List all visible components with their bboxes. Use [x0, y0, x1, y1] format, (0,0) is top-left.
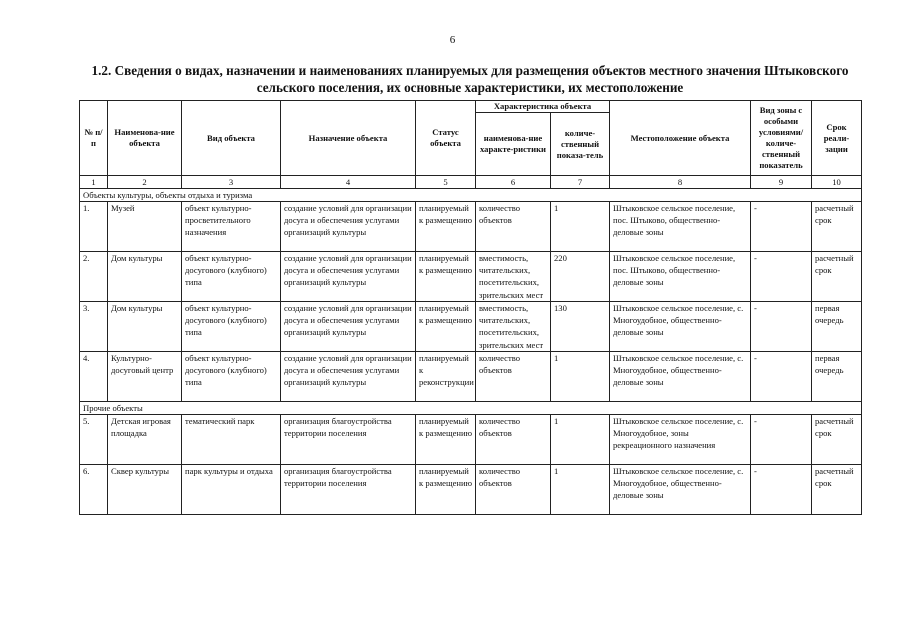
column-number: 6	[476, 176, 551, 189]
cell-char-value: 130	[551, 302, 610, 352]
cell-purpose: создание условий для организации досуга и обеспечения услугами организаций культуры	[281, 302, 416, 352]
cell-name: Сквер культуры	[108, 465, 182, 515]
cell-num: 6.	[80, 465, 108, 515]
cell-name: Дом культуры	[108, 302, 182, 352]
cell-term: первая очередь	[812, 302, 862, 352]
table-row	[80, 415, 862, 465]
cell-kind: объект культурно-досугового (клубного) типа	[182, 352, 281, 402]
cell-kind: парк культуры и отдыха	[182, 465, 281, 515]
cell-zone: -	[751, 465, 812, 515]
cell-char-value: 1	[551, 202, 610, 252]
cell-char-name: количество объектов	[476, 202, 551, 252]
cell-term: расчетный срок	[812, 202, 862, 252]
cell-zone: -	[751, 352, 812, 402]
table-row	[80, 202, 862, 252]
table-row	[80, 252, 862, 302]
cell-status: планируемый к реконструкции	[416, 352, 476, 402]
cell-char-value: 1	[551, 352, 610, 402]
cell-char-value: 1	[551, 465, 610, 515]
header-char-name: наименова-ние характе-ристики	[476, 113, 551, 176]
cell-term: расчетный срок	[812, 415, 862, 465]
cell-kind: тематический парк	[182, 415, 281, 465]
header-name: Наименова-ние объекта	[108, 101, 182, 176]
cell-purpose: организация благоустройства территории поселения	[281, 415, 416, 465]
cell-name: Детская игровая площадка	[108, 415, 182, 465]
header-characteristics-group: Характеристика объекта	[476, 101, 610, 113]
cell-term: первая очередь	[812, 352, 862, 402]
cell-name: Культурно-досуговый центр	[108, 352, 182, 402]
cell-location: Штыковское сельское поселение, пос. Штыково, общественно-деловые зоны	[610, 252, 751, 302]
section-title: Объекты культуры, объекты отдыха и туризма	[80, 189, 862, 202]
cell-location: Штыковское сельское поселение, пос. Штыково, общественно-деловые зоны	[610, 202, 751, 252]
header-purpose: Назначение объекта	[281, 101, 416, 176]
cell-status: планируемый к размещению	[416, 415, 476, 465]
cell-num: 5.	[80, 415, 108, 465]
cell-name: Дом культуры	[108, 252, 182, 302]
header-char-value: количе-ственный показа-тель	[551, 113, 610, 176]
column-number: 3	[182, 176, 281, 189]
column-number: 10	[812, 176, 862, 189]
cell-kind: объект культурно-досугового (клубного) типа	[182, 252, 281, 302]
cell-name: Музей	[108, 202, 182, 252]
cell-char-name: вместимость, читательских, посетительских, зрительских мест	[476, 302, 551, 352]
table-row	[80, 302, 862, 352]
column-numbers-row	[80, 176, 862, 189]
cell-term: расчетный срок	[812, 465, 862, 515]
cell-char-name: количество объектов	[476, 465, 551, 515]
cell-num: 4.	[80, 352, 108, 402]
section-title: Прочие объекты	[80, 402, 862, 415]
cell-char-name: количество объектов	[476, 415, 551, 465]
cell-char-value: 1	[551, 415, 610, 465]
cell-num: 1.	[80, 202, 108, 252]
cell-num: 3.	[80, 302, 108, 352]
cell-zone: -	[751, 202, 812, 252]
objects-table	[79, 100, 862, 515]
cell-status: планируемый к размещению	[416, 465, 476, 515]
header-term: Срок реали-зации	[812, 101, 862, 176]
cell-kind: объект культурно-досугового (клубного) типа	[182, 302, 281, 352]
cell-char-name: количество объектов	[476, 352, 551, 402]
table-row	[80, 352, 862, 402]
cell-purpose: создание условий для организации досуга и обеспечения услугами организаций культуры	[281, 352, 416, 402]
cell-purpose: создание условий для организации досуга и обеспечения услугами организаций культуры	[281, 202, 416, 252]
header-location: Местоположение объекта	[610, 101, 751, 176]
column-number: 9	[751, 176, 812, 189]
cell-status: планируемый к размещению	[416, 252, 476, 302]
column-number: 1	[80, 176, 108, 189]
page-number: 6	[449, 34, 456, 46]
cell-location: Штыковское сельское поселение, с. Многоудобное, общественно-деловые зоны	[610, 302, 751, 352]
cell-location: Штыковское сельское поселение, с. Многоудобное, зоны рекреационного назначения	[610, 415, 751, 465]
cell-location: Штыковское сельское поселение, с. Многоудобное, общественно-деловые зоны	[610, 465, 751, 515]
header-kind: Вид объекта	[182, 101, 281, 176]
cell-char-value: 220	[551, 252, 610, 302]
cell-status: планируемый к размещению	[416, 302, 476, 352]
column-number: 4	[281, 176, 416, 189]
column-number: 7	[551, 176, 610, 189]
cell-num: 2.	[80, 252, 108, 302]
column-number: 2	[108, 176, 182, 189]
header-zone: Вид зоны с особыми условиями/ количе-ственный показатель	[751, 101, 812, 176]
column-number: 5	[416, 176, 476, 189]
objects-table-container	[79, 100, 862, 515]
column-number: 8	[610, 176, 751, 189]
header-status: Статус объекта	[416, 101, 476, 176]
section-header-row	[80, 402, 862, 415]
header-num: № п/п	[80, 101, 108, 176]
cell-status: планируемый к размещению	[416, 202, 476, 252]
cell-zone: -	[751, 302, 812, 352]
cell-term: расчетный срок	[812, 252, 862, 302]
cell-location: Штыковское сельское поселение, с. Многоудобное, общественно-деловые зоны	[610, 352, 751, 402]
document-title: 1.2. Сведения о видах, назначении и наименованиях планируемых для размещения объектов местного значения Штыковского сельского поселения, их основные характеристики, их местоположение	[91, 63, 849, 95]
table-row	[80, 465, 862, 515]
cell-kind: объект культурно-просветительного назначения	[182, 202, 281, 252]
cell-zone: -	[751, 415, 812, 465]
cell-purpose: организация благоустройства территории поселения	[281, 465, 416, 515]
cell-purpose: создание условий для организации досуга и обеспечения услугами организаций культуры	[281, 252, 416, 302]
cell-char-name: вместимость, читательских, посетительских, зрительских мест	[476, 252, 551, 302]
section-header-row	[80, 189, 862, 202]
cell-zone: -	[751, 252, 812, 302]
